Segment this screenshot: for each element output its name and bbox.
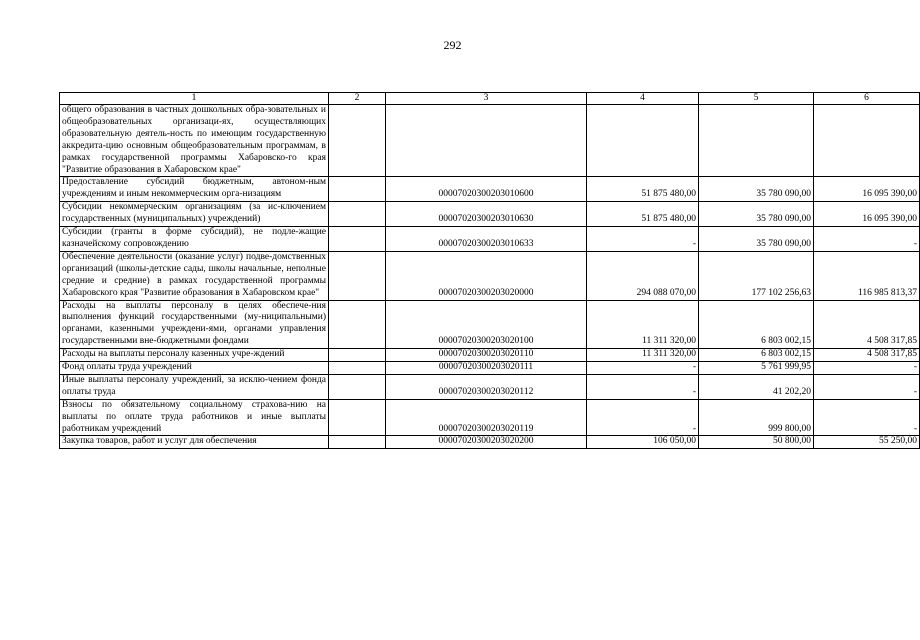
row-code: 00007020300203020112 — [386, 374, 587, 399]
row-code: 00007020300203020110 — [386, 349, 587, 362]
row-value-4 — [587, 105, 699, 177]
row-value-5: 5 761 999,95 — [699, 362, 814, 375]
row-value-4: 51 875 480,00 — [587, 202, 699, 227]
row-value-5: 35 780 090,00 — [699, 227, 814, 252]
column-header: 6 — [814, 93, 920, 105]
row-value-6: 116 985 813,37 — [814, 251, 920, 300]
row-name: Фонд оплаты труда учреждений — [60, 362, 329, 375]
table-row — [60, 251, 920, 300]
table-row — [60, 227, 920, 252]
row-name: Предоставление субсидий бюджетным, автоном-ным учреждениям и иным некоммерческим орга-низациям — [60, 177, 329, 202]
row-name: Субсидии некоммерческим организациям (за ис-ключением государственных (муниципальных) учреждений) — [60, 202, 329, 227]
row-code: 00007020300203010630 — [386, 202, 587, 227]
row-value-6 — [814, 105, 920, 177]
table-row — [60, 300, 920, 349]
row-value-4: - — [587, 399, 699, 436]
row-code: 00007020300203020111 — [386, 362, 587, 375]
row-name: Закупка товаров, работ и услуг для обеспечения — [60, 436, 329, 449]
table-row — [60, 105, 920, 177]
row-col2 — [329, 362, 386, 375]
row-value-5: 177 102 256,63 — [699, 251, 814, 300]
row-col2 — [329, 399, 386, 436]
column-header: 2 — [329, 93, 386, 105]
row-name: Иные выплаты персоналу учреждений, за исклю-чением фонда оплаты труда — [60, 374, 329, 399]
row-col2 — [329, 105, 386, 177]
row-value-5: 6 803 002,15 — [699, 300, 814, 349]
row-value-5: 41 202,20 — [699, 374, 814, 399]
row-code: 00007020300203020100 — [386, 300, 587, 349]
table-row — [60, 362, 920, 375]
row-name: общего образования в частных дошкольных обра-зовательных и общеобразовательных организаци-ях, осуществляющих образовательную деятель-ность по имеющим государственную аккредита-цию основным общеобразовательным программам, в рамках государственной программы Хабаровско-го края "Развитие образования в Хабаровском крае" — [60, 105, 329, 177]
row-col2 — [329, 436, 386, 449]
row-value-6: 16 095 390,00 — [814, 177, 920, 202]
row-value-4: - — [587, 362, 699, 375]
row-code: 00007020300203010633 — [386, 227, 587, 252]
row-value-4: 11 311 320,00 — [587, 349, 699, 362]
row-code: 00007020300203020000 — [386, 251, 587, 300]
row-col2 — [329, 202, 386, 227]
row-col2 — [329, 349, 386, 362]
row-value-5: 6 803 002,15 — [699, 349, 814, 362]
row-code: 00007020300203010600 — [386, 177, 587, 202]
row-code — [386, 105, 587, 177]
page-number: 292 — [443, 38, 462, 52]
row-value-6: 4 508 317,85 — [814, 349, 920, 362]
row-name: Расходы на выплаты персоналу казенных учре-ждений — [60, 349, 329, 362]
row-value-5: 999 800,00 — [699, 399, 814, 436]
row-name: Обеспечение деятельности (оказание услуг) подве-домственных организаций (школы-детские сады, школы начальные, неполные средние и средние) в рамках государственной программы Хабаровского края "Развитие образования в Хабаровском крае" — [60, 251, 329, 300]
table-row — [60, 177, 920, 202]
row-value-4: 294 088 070,00 — [587, 251, 699, 300]
row-code: 00007020300203020200 — [386, 436, 587, 449]
row-value-6: 16 095 390,00 — [814, 202, 920, 227]
row-value-6: - — [814, 362, 920, 375]
row-value-5: 35 780 090,00 — [699, 202, 814, 227]
column-header: 5 — [699, 93, 814, 105]
table-header-row — [60, 93, 920, 105]
table-row — [60, 399, 920, 436]
row-value-6: 4 508 317,85 — [814, 300, 920, 349]
row-value-4: 51 875 480,00 — [587, 177, 699, 202]
column-header: 3 — [386, 93, 587, 105]
row-value-4: 11 311 320,00 — [587, 300, 699, 349]
row-value-5 — [699, 105, 814, 177]
row-name: Субсидии (гранты в форме субсидий), не подле-жащие казначейскому сопровождению — [60, 227, 329, 252]
row-value-6: 55 250,00 — [814, 436, 920, 449]
row-name: Расходы на выплаты персоналу в целях обеспече-ния выполнения функций государственными (му-ниципальными) органами, казенными учреждени-ями, органами управления государственными вне-бюджетными фондами — [60, 300, 329, 349]
row-col2 — [329, 227, 386, 252]
row-col2 — [329, 300, 386, 349]
table-row — [60, 436, 920, 449]
row-value-4: - — [587, 374, 699, 399]
table-row — [60, 202, 920, 227]
table-row — [60, 349, 920, 362]
row-value-6: - — [814, 374, 920, 399]
row-value-5: 35 780 090,00 — [699, 177, 814, 202]
column-header: 4 — [587, 93, 699, 105]
row-name: Взносы по обязательному социальному страхова-нию на выплаты по оплате труда работников и иные выплаты работникам учреждений — [60, 399, 329, 436]
row-col2 — [329, 374, 386, 399]
row-value-4: 106 050,00 — [587, 436, 699, 449]
row-value-6: - — [814, 227, 920, 252]
budget-table — [59, 92, 920, 449]
table-row — [60, 374, 920, 399]
row-value-6: - — [814, 399, 920, 436]
row-col2 — [329, 177, 386, 202]
row-value-5: 50 800,00 — [699, 436, 814, 449]
row-col2 — [329, 251, 386, 300]
column-header: 1 — [60, 93, 329, 105]
row-value-4: - — [587, 227, 699, 252]
row-code: 00007020300203020119 — [386, 399, 587, 436]
